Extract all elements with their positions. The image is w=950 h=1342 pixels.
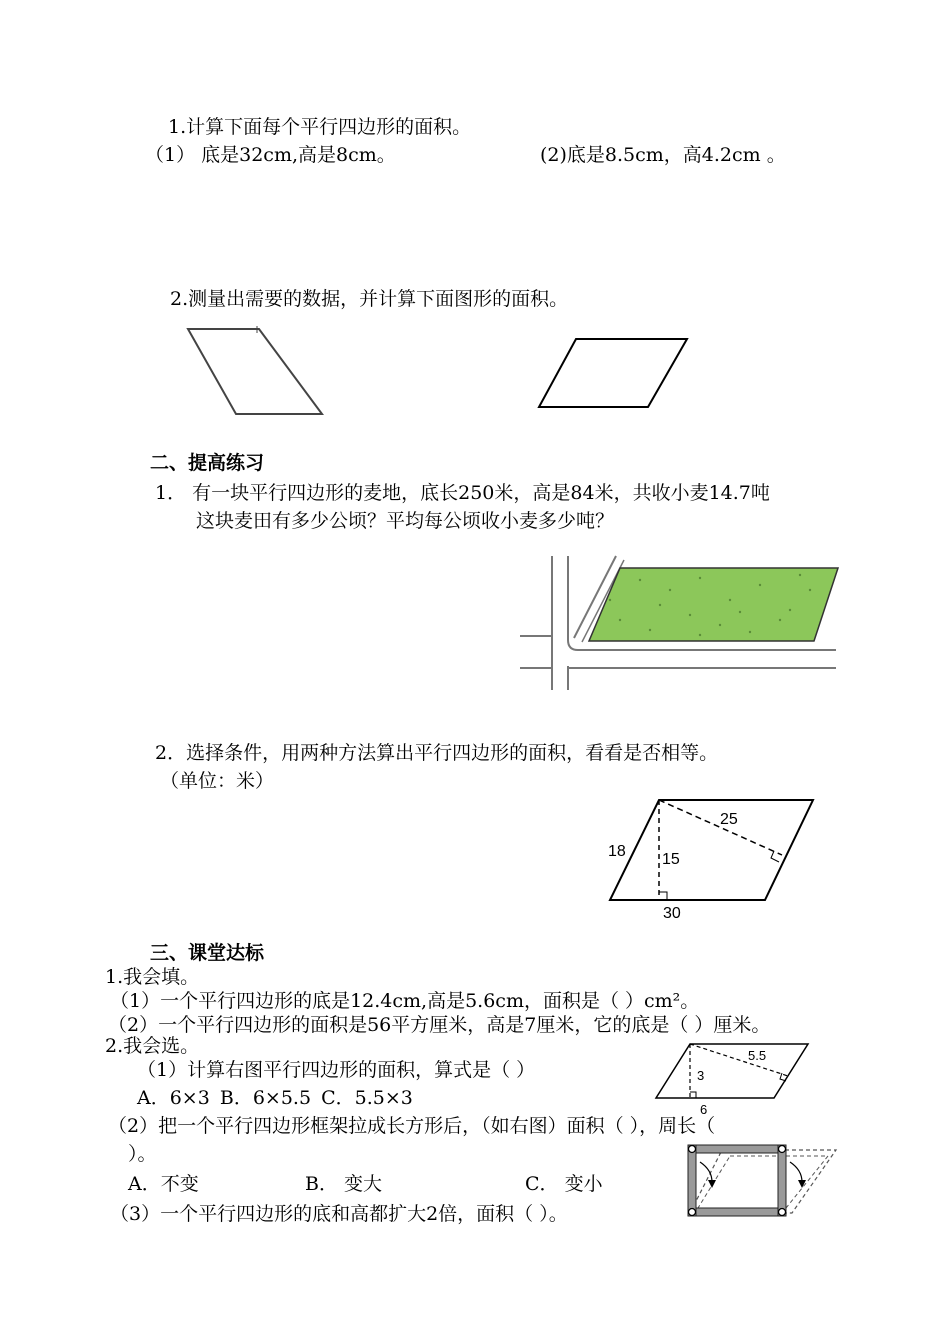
p2-q2-line2: （单位：米）: [160, 770, 275, 792]
choose-2-option-b: B． 变大: [305, 1173, 383, 1195]
label-side: 18: [608, 843, 626, 860]
p2-q2-line1: 2．选择条件，用两种方法算出平行四边形的面积，看看是否相等。: [155, 742, 719, 764]
p2-q1-line2: 这块麦田有多少公顷？平均每公顷收小麦多少吨？: [196, 510, 615, 532]
label-small-base: 6: [700, 1102, 708, 1117]
choose-title: 2.我会选。: [105, 1035, 200, 1057]
label-height: 15: [662, 851, 680, 868]
q2-title: 2.测量出需要的数据，并计算下面图形的面积。: [170, 288, 569, 310]
fill-2: （2）一个平行四边形的面积是56平方厘米，高是7厘米，它的底是（ ）厘米。: [108, 1014, 771, 1036]
fill-title: 1.我会填。: [105, 966, 200, 988]
q1-title: 1.计算下面每个平行四边形的面积。: [168, 116, 472, 138]
fill-1: （1）一个平行四边形的底是12.4cm,高是5.6cm，面积是（ ）cm²。: [110, 990, 700, 1012]
choose-2-line1: （2）把一个平行四边形框架拉成长方形后，（如右图）面积（ ），周长（: [108, 1115, 716, 1137]
choose-1-options: A．6×3 B．6×5.5 C．5.5×3: [137, 1087, 413, 1109]
label-small-diag: 5.5: [748, 1048, 767, 1063]
label-base: 30: [663, 905, 681, 922]
label-small-height: 3: [697, 1068, 705, 1083]
p2-q1-line1: 1． 有一块平行四边形的麦地，底长250米，高是84米，共收小麦14.7吨: [155, 482, 770, 504]
choose-1: （1）计算右图平行四边形的面积，算式是（ ）: [137, 1059, 536, 1081]
choose-2-option-c: C． 变小: [525, 1173, 603, 1195]
section-2-heading: 二、提高练习: [150, 452, 265, 474]
label-diag: 25: [720, 811, 738, 828]
choose-2-line2: ）。: [128, 1143, 157, 1165]
q1-item-2: (2)底是8.5cm，高4.2cm 。: [540, 144, 786, 166]
q1-item-1: （1） 底是32cm,高是8cm。: [145, 144, 396, 166]
section-3-heading: 三、课堂达标: [150, 942, 265, 964]
choose-3: （3）一个平行四边形的底和高都扩大2倍，面积（ ）。: [110, 1203, 568, 1225]
choose-2-option-a: A．不变: [128, 1173, 199, 1195]
